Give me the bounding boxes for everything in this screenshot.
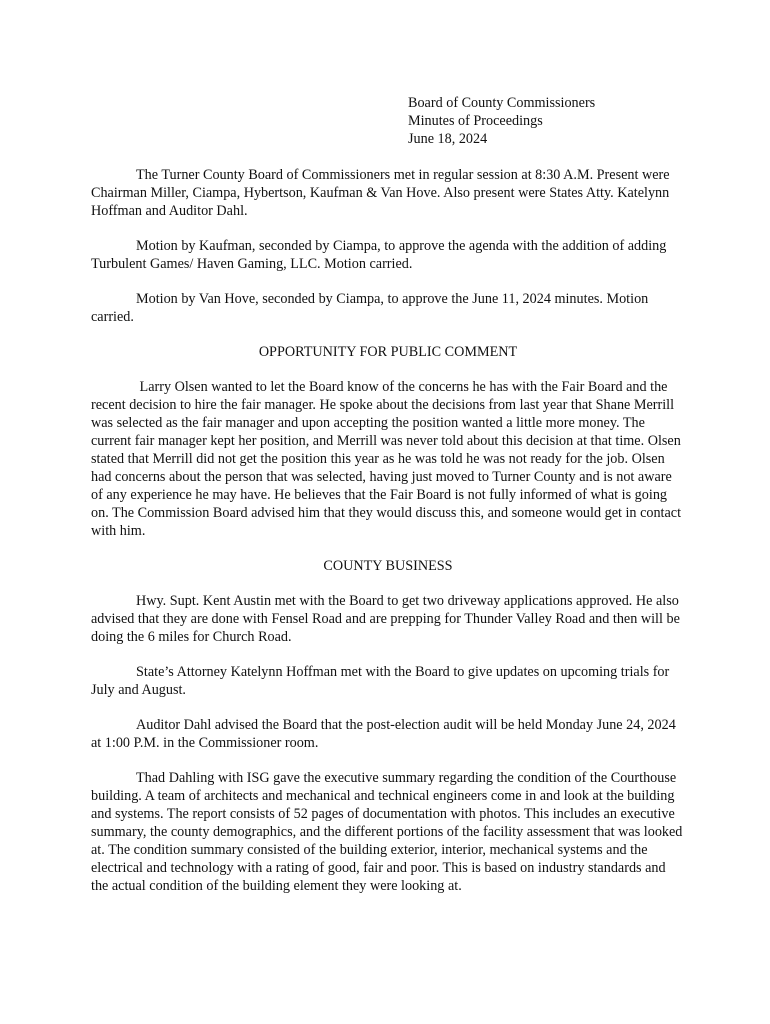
paragraph-auditor-audit: Auditor Dahl advised the Board that the post-election audit will be held Monday June 24, 2024 at 1:00 P.M. in the Commissioner room.: [91, 717, 676, 751]
paragraph-public-comment: Larry Olsen wanted to let the Board know of the concerns he has with the Fair Board and the recent decision to hire the fair manager. He spoke about the decisions from last year that Shane Merrill was selected as the fair manager and upon accepting the position wanted a little more money. The current fair manager kept her position, and Merrill was never told about this decision at that time. Olsen stated that Merrill did not get the position this year as he was told he was not ready for the job. Olsen had concerns about the person that was selected, having just moved to Turner County and is not aware of any experience he may have. He believes that the Fair Board is not fully informed of what is going on. The Commission Board advised him that they would discuss this, and someone would get in contact with him.: [91, 379, 685, 539]
paragraph-states-attorney: State’s Attorney Katelynn Hoffman met with the Board to give updates on upcoming trials for July and August.: [91, 664, 670, 698]
paragraph-minutes-motion: Motion by Van Hove, seconded by Ciampa, to approve the June 11, 2024 minutes. Motion carried.: [91, 291, 649, 325]
header-date: June 18, 2024: [408, 131, 488, 147]
paragraph-highway-update: Hwy. Supt. Kent Austin met with the Board to get two driveway applications approved. He also advised that they are done with Fensel Road and are prepping for Thunder Valley Road and then will be doing the 6 miles for Church Road.: [91, 593, 680, 645]
paragraph-agenda-motion: Motion by Kaufman, seconded by Ciampa, to approve the agenda with the addition of adding Turbulent Games/ Haven Gaming, LLC. Motion carried.: [91, 238, 667, 272]
section-heading-county-business: COUNTY BUSINESS: [323, 558, 453, 574]
paragraph-isg-summary: Thad Dahling with ISG gave the executive summary regarding the condition of the Courthouse building. A team of architects and mechanical and technical engineers come in and look at the building and systems. The report consists of 52 pages of documentation with photos. This includes an executive summary, the county demographics, and the different portions of the facility assessment that was looked at. The condition summary consisted of the building exterior, interior, mechanical systems and the electrical and technology with a rating of good, fair and poor. This is based on industry standards and the actual condition of the building element they were looking at.: [91, 770, 683, 894]
header-document-type: Minutes of Proceedings: [408, 113, 543, 129]
document-header: [408, 94, 708, 148]
document-body: [91, 166, 685, 912]
header-board-name: Board of County Commissioners: [408, 95, 596, 111]
section-heading-public-comment: OPPORTUNITY FOR PUBLIC COMMENT: [258, 344, 518, 360]
paragraph-session-opening: The Turner County Board of Commissioners met in regular session at 8:30 A.M. Present were Chairman Miller, Ciampa, Hybertson, Kaufman & Van Hove. Also present were States Atty. Katelynn Hoffman and Auditor Dahl.: [91, 167, 670, 219]
